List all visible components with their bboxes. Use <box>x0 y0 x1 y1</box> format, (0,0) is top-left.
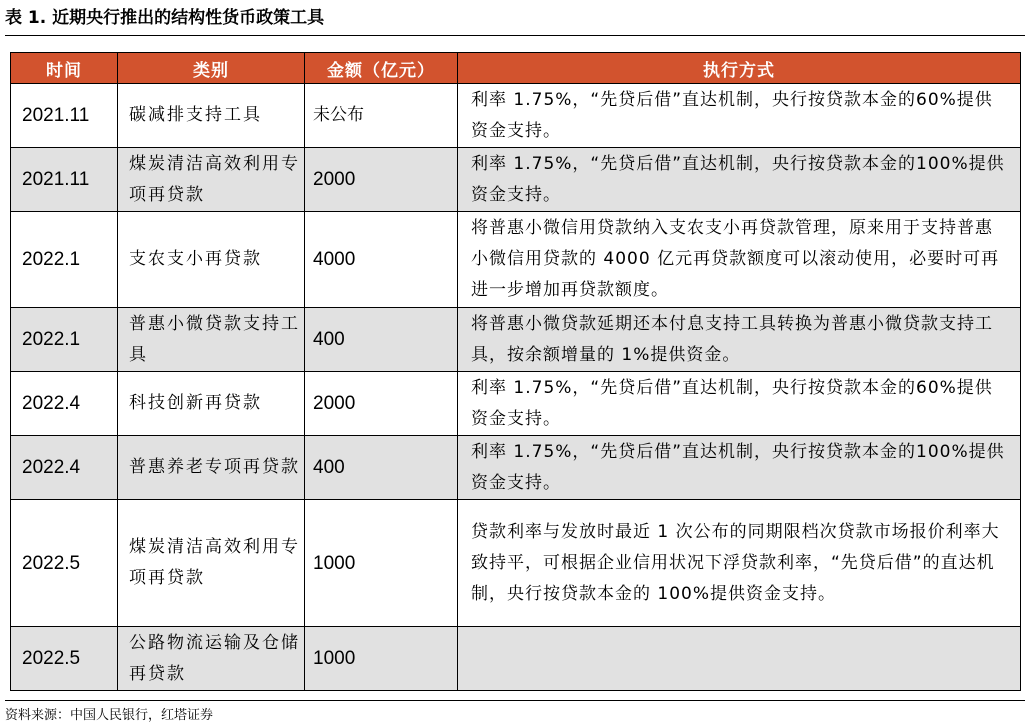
cell-execution: 利率 1.75%，“先贷后借”直达机制，央行按贷款本金的60%提供资金支持。 <box>458 372 1021 436</box>
table-row <box>11 308 1021 372</box>
cell-time: 2022.5 <box>11 500 118 627</box>
cell-category: 碳减排支持工具 <box>118 84 305 148</box>
cell-category: 普惠小微贷款支持工具 <box>118 308 305 372</box>
cell-time: 2022.4 <box>11 372 118 436</box>
cell-amount: 1000 <box>305 627 458 691</box>
table-title: 表 1. 近期央行推出的结构性货币政策工具 <box>5 8 325 28</box>
cell-amount: 2000 <box>305 148 458 212</box>
cell-execution: 利率 1.75%，“先贷后借”直达机制，央行按贷款本金的60%提供资金支持。 <box>458 84 1021 148</box>
cell-execution <box>458 627 1021 691</box>
cell-time: 2022.4 <box>11 436 118 500</box>
cell-category: 煤炭清洁高效利用专项再贷款 <box>118 500 305 627</box>
cell-category: 科技创新再贷款 <box>118 372 305 436</box>
cell-category: 煤炭清洁高效利用专项再贷款 <box>118 148 305 212</box>
cell-execution: 将普惠小微信用贷款纳入支农支小再贷款管理，原来用于支持普惠小微信用贷款的 4000 亿元再贷款额度可以滚动使用，必要时可再进一步增加再贷款额度。 <box>458 212 1021 308</box>
cell-amount: 400 <box>305 436 458 500</box>
source-note: 资料来源：中国人民银行，红塔证券 <box>5 708 214 723</box>
cell-execution: 利率 1.75%，“先贷后借”直达机制，央行按贷款本金的100%提供资金支持。 <box>458 148 1021 212</box>
table-row <box>11 212 1021 308</box>
table-row <box>11 500 1021 627</box>
header-execution: 执行方式 <box>458 53 1021 84</box>
cell-category: 支农支小再贷款 <box>118 212 305 308</box>
cell-time: 2022.1 <box>11 212 118 308</box>
table-row <box>11 84 1021 148</box>
footer-divider <box>5 700 1025 701</box>
cell-amount: 400 <box>305 308 458 372</box>
table-row <box>11 148 1021 212</box>
cell-time: 2022.1 <box>11 308 118 372</box>
policy-tools-table <box>10 52 1021 691</box>
cell-time: 2022.5 <box>11 627 118 691</box>
cell-time: 2021.11 <box>11 84 118 148</box>
cell-category: 公路物流运输及仓储再贷款 <box>118 627 305 691</box>
header-amount: 金额（亿元） <box>305 53 458 84</box>
table-header-row <box>11 53 1021 84</box>
cell-amount: 2000 <box>305 372 458 436</box>
header-category: 类别 <box>118 53 305 84</box>
table-row <box>11 372 1021 436</box>
cell-time: 2021.11 <box>11 148 118 212</box>
cell-amount: 4000 <box>305 212 458 308</box>
table-row <box>11 627 1021 691</box>
cell-execution: 贷款利率与发放时最近 1 次公布的同期限档次贷款市场报价利率大致持平，可根据企业信用状况下浮贷款利率，“先贷后借”的直达机制，央行按贷款本金的 100%提供资金支持。 <box>458 500 1021 627</box>
cell-category: 普惠养老专项再贷款 <box>118 436 305 500</box>
cell-execution: 利率 1.75%，“先贷后借”直达机制，央行按贷款本金的100%提供资金支持。 <box>458 436 1021 500</box>
cell-execution: 将普惠小微贷款延期还本付息支持工具转换为普惠小微贷款支持工具，按余额增量的 1%提供资金。 <box>458 308 1021 372</box>
cell-amount: 未公布 <box>305 84 458 148</box>
title-divider <box>5 35 1025 36</box>
table-row <box>11 436 1021 500</box>
cell-amount: 1000 <box>305 500 458 627</box>
header-time: 时间 <box>11 53 118 84</box>
